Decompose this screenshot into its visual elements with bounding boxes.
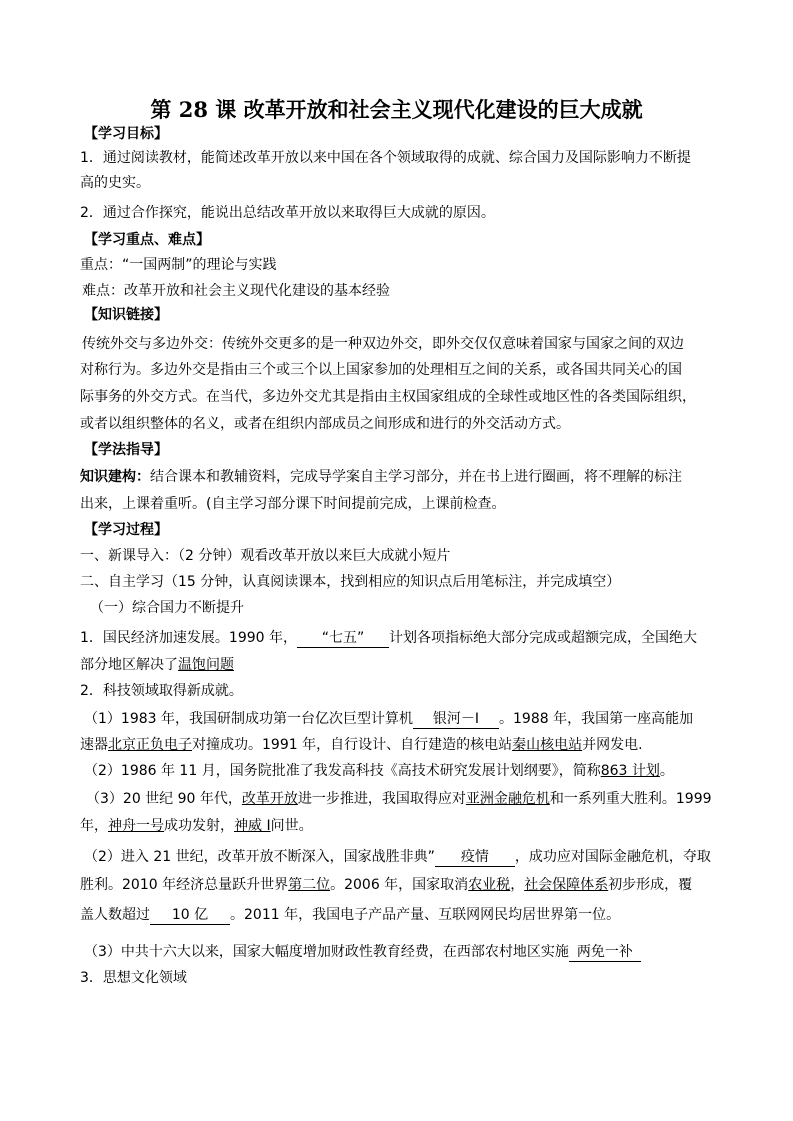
econ-line2 bbox=[80, 655, 234, 675]
method-heading: 【学法指导】 bbox=[84, 442, 168, 458]
tech-text: 进一步推进，我国取得应对 bbox=[297, 791, 466, 807]
tech-text: （3）20 世纪 90 年代， bbox=[86, 791, 242, 807]
knowledge-link-heading: 【知识链接】 bbox=[84, 307, 168, 323]
century-text: 初步形成，覆 bbox=[608, 877, 693, 893]
knowledge-line: 或者以组织整体的名义，或者在组织内部成员之间形成和进行的外交活动方式。 bbox=[80, 416, 570, 432]
method-line1 bbox=[80, 467, 682, 487]
fill-blank: 改革开放 bbox=[241, 791, 298, 807]
tech-text: （1）1983 年，我国研制成功第一台亿次巨型计算机 bbox=[84, 711, 413, 727]
method-text-1: 结合课本和教辅资料，完成导学案自主学习部分，并在书上进行圈画，将不理解的标注 bbox=[150, 469, 682, 485]
education-text: （3）中共十六大以来，国家大幅度增加财政性教育经费，在西部农村地区实施 bbox=[84, 944, 569, 960]
tech-3-line1 bbox=[86, 789, 712, 809]
fill-blank: 863 计划 bbox=[600, 763, 660, 779]
tech-text: 。1988 年，我国第一座高能加 bbox=[499, 711, 694, 727]
education-line bbox=[84, 942, 641, 962]
century-text: 。2011 年，我国电子产品产量、互联网网民均居世界第一位。 bbox=[230, 907, 621, 923]
fill-blank: 两免一补 bbox=[569, 943, 641, 962]
century-line1 bbox=[84, 847, 711, 867]
difficulty-point: 难点：改革开放和社会主义现代化建设的基本经验 bbox=[82, 283, 390, 299]
fill-blank: 农业税 bbox=[468, 877, 511, 893]
econ-line1 bbox=[80, 628, 697, 648]
self-study-line: 二、自主学习（15 分钟，认真阅读课本，找到相应的知识点后用笔标注，并完成填空） bbox=[80, 574, 621, 590]
century-text: ， bbox=[510, 877, 525, 893]
tech-3-line2 bbox=[80, 816, 313, 836]
century-text: 。2006 年，国家取消 bbox=[330, 877, 469, 893]
knowledge-line: 传统外交与多边外交：传统外交更多的是一种双边外交，即外交仅仅意味着国家与国家之间的双边 bbox=[82, 336, 684, 352]
focus-point: 重点：“一国两制”的理论与实践 bbox=[80, 257, 277, 273]
century-text: （2）进入 21 世纪，改革开放不断深入，国家战胜非典” bbox=[84, 849, 435, 865]
key-points-heading: 【学习重点、难点】 bbox=[84, 232, 210, 248]
knowledge-line: 际事务的外交方式。在当代，多边外交尤其是指由主权国家组成的全球性或地区性的各类国际组织， bbox=[80, 389, 696, 405]
culture-heading: 3．思想文化领域 bbox=[80, 970, 187, 986]
tech-1-line2 bbox=[80, 735, 643, 755]
century-text: 胜利。2010 年经济总量跃升世界 bbox=[80, 877, 289, 893]
fill-blank: 温饱问题 bbox=[178, 657, 234, 673]
tech-text: 并网发电. bbox=[582, 737, 643, 753]
fill-blank: 神舟一号 bbox=[108, 818, 164, 834]
method-label: 知识建构： bbox=[80, 469, 150, 485]
objectives-heading: 【学习目标】 bbox=[84, 126, 168, 142]
tech-1-line1 bbox=[84, 709, 693, 729]
tech-heading: 2．科技领域取得新成就。 bbox=[80, 683, 243, 699]
tech-2-line bbox=[84, 761, 674, 781]
knowledge-line: 对称行为。多边外交是指由三个或三个以上国家参加的处理相互之间的关系，或各国共同关心的国 bbox=[80, 362, 682, 378]
objective-1-line1: 1．通过阅读教材，能简述改革开放以来中国在各个领域取得的成就、综合国力及国际影响力不断提 bbox=[80, 150, 691, 166]
section-1-heading: （一）综合国力不断提升 bbox=[90, 600, 244, 616]
process-intro: 一、新课导入：（2 分钟）观看改革开放以来巨大成就小短片 bbox=[80, 548, 451, 564]
fill-blank: 神威 Ⅰ bbox=[234, 818, 271, 834]
century-line2 bbox=[80, 875, 692, 895]
fill-blank: 第二位 bbox=[288, 877, 331, 893]
process-heading: 【学习过程】 bbox=[84, 522, 168, 538]
objective-2: 2．通过合作探究，能说出总结改革开放以来取得巨大成就的原因。 bbox=[80, 205, 495, 221]
objective-1-line2: 高的史实。 bbox=[80, 175, 150, 191]
tech-text: 对撞成功。1991 年，自行设计、自行建造的核电站 bbox=[192, 737, 513, 753]
fill-blank: 社会保障体系 bbox=[524, 877, 609, 893]
tech-text: 问世。 bbox=[270, 818, 313, 834]
century-text: ，成功应对国际金融危机，夺取 bbox=[514, 849, 711, 865]
fill-blank: 秦山核电站 bbox=[512, 737, 583, 753]
page-title: 第 28 课 改革开放和社会主义现代化建设的巨大成就 bbox=[150, 97, 643, 122]
fill-blank: 北京正负电子 bbox=[108, 737, 192, 753]
fill-blank: 10 亿 bbox=[150, 906, 230, 925]
tech-text: 速器 bbox=[80, 737, 108, 753]
century-line3 bbox=[80, 905, 620, 925]
tech-text: 。 bbox=[659, 763, 674, 779]
fill-blank: “七五” bbox=[297, 629, 389, 648]
econ-text: 计划各项指标绝大部分完成或超额完成，全国绝大 bbox=[389, 630, 697, 646]
tech-text: 成功发射， bbox=[164, 818, 234, 834]
fill-blank: 亚洲金融危机 bbox=[465, 791, 550, 807]
method-line2: 出来，上课着重听。(自主学习部分课下时间提前完成，上课前检查。 bbox=[80, 496, 506, 512]
tech-text: 年， bbox=[80, 818, 108, 834]
tech-text: 和一系列重大胜利。1999 bbox=[549, 791, 712, 807]
econ-text: 部分地区解决了 bbox=[80, 657, 178, 673]
century-text: 盖人数超过 bbox=[80, 907, 150, 923]
econ-text: 1．国民经济加速发展。1990 年， bbox=[80, 630, 297, 646]
fill-blank: 疫情 bbox=[435, 848, 515, 867]
tech-text: （2）1986 年 11 月，国务院批准了我发高科技《高技术研究发展计划纲要》，简称 bbox=[84, 763, 601, 779]
fill-blank: 银河－Ⅰ bbox=[413, 710, 499, 729]
